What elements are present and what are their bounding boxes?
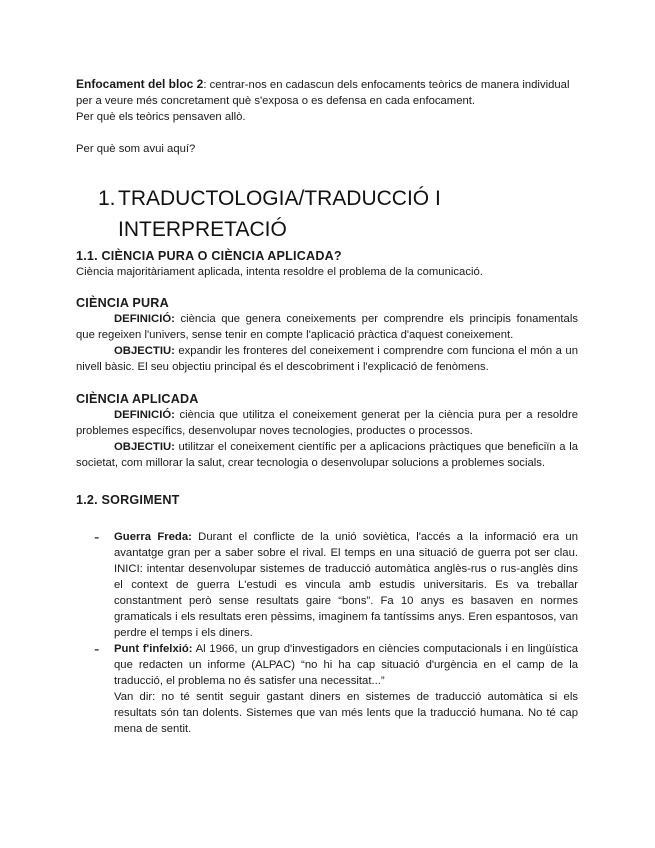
list-item [76,529,578,641]
bullet-text: Al 1966, un grup d'investigadors en ciències computacionals i en lingüística que redacten un informe (ALPAC) “no hi ha cap situació d'urgència en el camp de la traducció, el problema no és satisfer una necessitat...” [114,643,578,687]
ciencia-aplicada-objective-text: utilitzar el coneixement científic per a aplicacions pràctiques que beneficiïn a la societat, com millorar la salut, crear tecnologia o desenvolupar solucions a problemes socials. [76,441,578,469]
ciencia-aplicada-objective-label: OBJECTIU: [114,441,175,453]
intro-line3: Per què els teòrics pensaven allò. [76,111,246,123]
ciencia-pura-objective [76,343,578,375]
bullet-extra-text: Van dir: no té sentit seguir gastant diners en sistemes de traducció automàtica si els resultats són tan dolents. Sistemes que van més lents que la traducció humana. No té cap mena de sentit. [114,691,578,735]
intro-question: Per què som avui aquí? [76,143,196,155]
ciencia-pura-definition [76,311,578,343]
intro-paragraph [76,76,578,109]
ciencia-pura-objective-label: OBJECTIU: [114,345,175,357]
document-page [76,76,578,737]
intro-label: Enfocament del bloc 2 [76,77,204,91]
intro-text: : centrar-nos en cadascun dels enfocaments teòrics de manera individual per a veure més concretament què s'exposa o es defensa en cada enfocament. [76,79,570,107]
bullet-text: Durant el conflicte de la unió soviètica, l'accés a la informació era un avantatge gran per a saber sobre el rival. El temps en una situació de guerra pot ser clau. INICI: intentar desenvolupar sistemes de traducció automàtica anglès-rus o rus-anglès dins el context de guerra L'estudi es vincula amb estudis universitaris. Es va treballar constantment però sense resultats gaire “bons”. Fa 10 anys es basaven en normes gramaticals i els resultats eren pèssims, imaginem fa tantíssims anys. Eren espantosos, van perdre el temps i els diners. [114,531,578,639]
ciencia-pura-heading: CIÈNCIA PURA [76,296,169,310]
ciencia-aplicada-heading: CIÈNCIA APLICADA [76,392,199,406]
ciencia-pura-definition-label: DEFINICIÓ: [114,313,175,325]
section-1-number: 1. [98,187,116,210]
section-1-heading [98,183,578,245]
section-1-title: TRADUCTOLOGIA/TRADUCCIÓ I INTERPRETACIÓ [118,187,441,241]
subsection-1-2-heading: 1.2. SORGIMENT [76,493,180,507]
ciencia-aplicada-objective [76,439,578,471]
ciencia-aplicada-definition [76,407,578,439]
list-item [76,641,578,737]
sorgiment-list [76,529,578,737]
ciencia-aplicada-definition-text: ciència que utilitza el coneixement generat per la ciència pura per a resoldre problemes específics, desenvolupar noves tecnologies, productes o processos. [76,409,578,437]
ciencia-aplicada-definition-label: DEFINICIÓ: [114,409,175,421]
subsection-1-1-heading: 1.1. CIÈNCIA PURA O CIÈNCIA APLICADA? [76,249,342,263]
bullet-dash: - [94,529,100,546]
bullet-label: Guerra Freda: [114,531,192,543]
bullet-label: Punt f'infelxió: [114,643,193,655]
ciencia-pura-objective-text: expandir les fronteres del coneixement i comprendre com funciona el món a un nivell bàsic. El seu objectiu principal és el descobriment i l'explicació de fenòmens. [76,345,578,373]
subsection-1-1-text: Ciència majoritàriament aplicada, intenta resoldre el problema de la comunicació. [76,266,483,278]
ciencia-pura-definition-text: ciència que genera coneixements per comprendre els principis fonamentals que regeixen l'univers, sense tenir en compte l'aplicació pràctica d'aquest coneixement. [76,313,578,341]
bullet-dash: - [94,641,100,658]
